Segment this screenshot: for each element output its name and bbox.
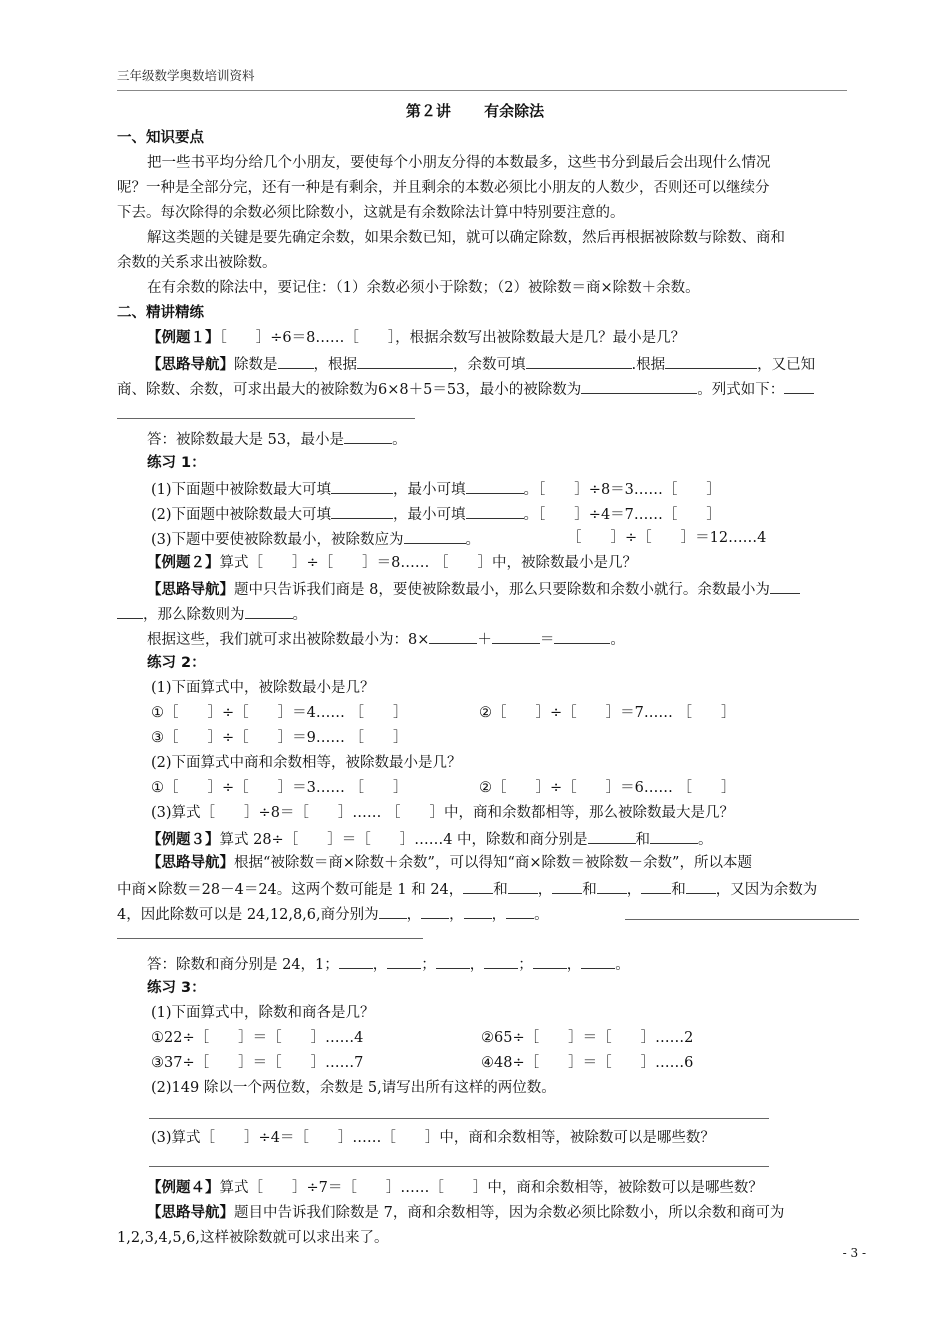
fill-blank[interactable] [597, 876, 627, 894]
nav-text: .根据 [631, 357, 666, 373]
page-header: 三年级数学奥数培训资料 [117, 66, 847, 91]
question-equation: ③37÷［ ］＝［ ］……7 [151, 1055, 364, 1071]
fill-blank[interactable] [464, 901, 492, 919]
lecture-number: 第２讲 [405, 102, 451, 120]
nav-label: 【思路导航】 [147, 357, 234, 373]
example-label: 【例题３】 [147, 832, 220, 848]
question-equation: ②65÷［ ］＝［ ］……2 [481, 1030, 694, 1046]
document-body [117, 126, 862, 1251]
practice-2-q1: (1)下面算式中，被除数最小是几？ [151, 680, 375, 696]
question-text: ，最小可填 [393, 482, 466, 498]
nav-text: 和 [582, 882, 597, 898]
question-equation: ①［ ］÷［ ］＝4…… ［ ］ [151, 705, 408, 721]
answer-text: ， [469, 957, 485, 973]
example-2-nav [117, 576, 862, 601]
answer-rule [625, 919, 859, 920]
question-text: (2)下面题中被除数最大可填 [151, 507, 332, 523]
calc-text: ＝ [539, 632, 555, 648]
practice-1-label: 练习 1： [147, 455, 206, 471]
fill-blank[interactable] [436, 951, 470, 969]
example-label: 【例题４】 [147, 1180, 220, 1196]
fill-blank[interactable] [581, 376, 697, 394]
fill-blank[interactable] [245, 601, 293, 619]
answer-line-area[interactable] [117, 926, 862, 951]
section-heading-practice: 二、精讲精练 [117, 305, 204, 321]
practice-3-q2: (2)149 除以一个两位数，余数是 5,请写出所有这样的两位数。 [151, 1080, 556, 1096]
fill-blank[interactable] [331, 501, 393, 519]
lecture-title [0, 100, 950, 121]
example-1 [117, 326, 862, 351]
answer-text: ， [566, 957, 582, 973]
nav-text: ，那么除数则为 [143, 607, 245, 623]
example-label: 【例题２】 [147, 555, 220, 571]
fill-blank[interactable] [379, 901, 407, 919]
fill-blank[interactable] [357, 351, 453, 369]
page-number: - 3 - [842, 1246, 866, 1260]
practice-3-q1: (1)下面算式中，除数和商各是几？ [151, 1005, 375, 1021]
question-equation: ④48÷［ ］＝［ ］……6 [481, 1055, 694, 1071]
answer-line-area[interactable] [117, 1151, 862, 1176]
answer-rule [117, 938, 423, 939]
question-equation: ②［ ］÷［ ］＝6…… ［ ］ [479, 780, 736, 796]
example-1-nav [117, 351, 862, 376]
fill-blank[interactable] [508, 876, 538, 894]
practice-2-q2: (2)下面算式中商和余数相等，被除数最小是几？ [151, 755, 462, 771]
nav-label: 【思路导航】 [147, 582, 234, 598]
nav-text: 题中只告诉我们商是 8，要使被除数最小，那么只要除数和余数小就行。余数最小为 [234, 582, 770, 598]
fill-blank[interactable] [484, 951, 518, 969]
practice-2-q1-row2: ③［ ］÷［ ］＝9…… ［ ］ [151, 730, 408, 746]
lecture-topic: 有余除法 [484, 102, 545, 120]
answer-line-area[interactable] [117, 401, 862, 426]
practice-2-label: 练习 2： [147, 655, 206, 671]
practice-2-q3: (3)算式［ ］÷8＝［ ］…… ［ ］中，商和余数都相等，那么被除数最大是几？ [151, 805, 735, 821]
fill-blank[interactable] [588, 826, 636, 844]
example-text: 算式［ ］÷［ ］＝8…… ［ ］中，被除数最小是几？ [219, 555, 637, 571]
fill-blank[interactable] [581, 951, 615, 969]
nav-text: ，又因为余数为 [715, 882, 818, 898]
answer-text: ； [421, 957, 436, 973]
calc-text: 。 [610, 632, 625, 648]
nav-label: 【思路导航】 [147, 1205, 234, 1221]
practice-1-q1 [117, 476, 862, 501]
paragraph-line: 余数的关系求出被除数。 [117, 255, 277, 271]
practice-2-q1-row1 [117, 701, 862, 726]
fill-blank[interactable] [466, 476, 524, 494]
nav-text: 。列式如下： [697, 382, 785, 398]
fill-blank[interactable] [421, 901, 449, 919]
paragraph-line: 解这类题的关键是要先确定余数，如果余数已知，就可以确定除数，然后再根据被除数与除数、商和 [147, 230, 785, 246]
example-1-answer [117, 426, 862, 451]
example-1-nav-cont [117, 376, 862, 401]
nav-text: ， [406, 907, 422, 923]
example-text: 和 [635, 832, 651, 848]
answer-text: 。 [615, 957, 630, 973]
paragraph-line: 把一些书平均分给几个小朋友，要使每个小朋友分得的本数最多，这些书分到最后会出现什么情况 [147, 155, 771, 171]
nav-text: 中商×除数＝28－4＝24。这两个数可能是 1 和 24， [117, 882, 464, 898]
nav-text: ， [626, 882, 642, 898]
fill-blank[interactable] [117, 601, 143, 619]
example-3-nav-cont2 [117, 901, 862, 926]
example-text: ［ ］÷6＝8……［ ］，根据余数写出被除数最大是几？最小是几？ [219, 330, 686, 346]
nav-text: ， [449, 907, 464, 923]
fill-blank[interactable] [463, 876, 493, 894]
question-text: 。 [465, 532, 481, 548]
example-3 [117, 826, 862, 851]
nav-text: ， [537, 882, 553, 898]
practice-3-q1-row2 [117, 1051, 862, 1076]
nav-text: 。 [534, 907, 549, 923]
nav-text: 根据“被除数＝商×除数＋余数”，可以得知“商×除数＝被除数－余数”，所以本题 [234, 855, 752, 871]
nav-text: ，又已知 [757, 357, 816, 373]
fill-blank[interactable] [533, 951, 567, 969]
nav-text: 除数是 [234, 357, 278, 373]
nav-text: ，根据 [313, 357, 357, 373]
nav-text: ， [491, 907, 507, 923]
example-4 [117, 1176, 862, 1201]
fill-blank[interactable] [344, 426, 392, 444]
fill-blank[interactable] [506, 901, 534, 919]
nav-text: 题目中告诉我们除数是 7，商和余数相等，因为余数必须比除数小，所以余数和商可为 [234, 1205, 785, 1221]
fill-blank[interactable] [387, 951, 421, 969]
example-2 [117, 551, 862, 576]
question-text: (3)下题中要使被除数最小，被除数应为 [151, 532, 404, 548]
practice-1-q3 [117, 526, 862, 551]
question-text: ，最小可填 [393, 507, 466, 523]
fill-blank[interactable] [278, 351, 314, 369]
example-3-nav [117, 851, 862, 876]
example-label: 【例题１】 [147, 330, 220, 346]
question-equation: ［ ］÷［ ］＝12……4 [567, 530, 767, 546]
question-text: 。［ ］÷8＝3……［ ］ [523, 482, 721, 498]
answer-text: ； [518, 957, 533, 973]
answer-text: ， [372, 957, 388, 973]
section-heading-knowledge: 一、知识要点 [117, 130, 204, 146]
example-4-nav [117, 1201, 862, 1226]
example-3-nav-cont [117, 876, 862, 901]
fill-blank[interactable] [686, 876, 716, 894]
answer-line-area[interactable] [117, 1101, 862, 1126]
fill-blank[interactable] [552, 876, 582, 894]
question-equation: ②［ ］÷［ ］＝7…… ［ ］ [479, 705, 736, 721]
nav-text: 和 [671, 882, 686, 898]
answer-text: 。 [392, 432, 407, 448]
answer-rule [149, 1118, 769, 1119]
fill-blank[interactable] [492, 626, 540, 644]
fill-blank[interactable] [429, 626, 477, 644]
paragraph-line: 下去。每次除得的余数必须比除数小，这就是有余数除法计算中特别要注意的。 [117, 205, 625, 221]
example-2-nav-cont [117, 601, 862, 626]
fill-blank[interactable] [339, 951, 373, 969]
fill-blank[interactable] [404, 526, 466, 544]
nav-text: ，余数可填 [453, 357, 526, 373]
fill-blank[interactable] [784, 376, 814, 394]
example-3-answer [117, 951, 862, 976]
nav-text: 4，因此除数可以是 24,12,8,6,商分别为 [117, 907, 379, 923]
fill-blank[interactable] [665, 351, 757, 369]
example-text: 算式 28÷［ ］＝［ ］……4 中，除数和商分别是 [219, 832, 588, 848]
fill-blank[interactable] [641, 876, 671, 894]
fill-blank[interactable] [650, 826, 698, 844]
example-2-calc [117, 626, 862, 651]
practice-3-label: 练习 3： [147, 980, 206, 996]
example-text: 。 [698, 832, 713, 848]
calc-text: ＋ [477, 632, 492, 648]
practice-2-q2-row1 [117, 776, 862, 801]
fill-blank[interactable] [526, 351, 632, 369]
answer-text: 答：除数和商分别是 24，1； [147, 957, 339, 973]
question-text: (1)下面题中被除数最大可填 [151, 482, 332, 498]
calc-text: 根据这些，我们就可求出被除数最小为：8× [147, 632, 430, 648]
fill-blank[interactable] [466, 501, 524, 519]
fill-blank[interactable] [554, 626, 610, 644]
answer-rule [117, 418, 415, 419]
fill-blank[interactable] [770, 576, 800, 594]
answer-text: 答：被除数最大是 53，最小是 [147, 432, 345, 448]
nav-text: 和 [493, 882, 508, 898]
answer-rule [149, 1166, 769, 1167]
nav-text: 。 [292, 607, 307, 623]
question-equation: ①［ ］÷［ ］＝3…… ［ ］ [151, 780, 408, 796]
practice-3-q3: (3)算式［ ］÷4＝［ ］……［ ］中，商和余数相等，被除数可以是哪些数？ [151, 1130, 715, 1146]
nav-label: 【思路导航】 [147, 855, 234, 871]
paragraph-line: 在有余数的除法中，要记住：（1）余数必须小于除数；（2）被除数＝商×除数＋余数。 [147, 280, 700, 296]
fill-blank[interactable] [331, 476, 393, 494]
paragraph-line: 呢？一种是全部分完，还有一种是有剩余，并且剩余的本数必须比小朋友的人数少，否则还可以继续分 [117, 180, 770, 196]
example-text: 算式［ ］÷7＝［ ］……［ ］中，商和余数相等，被除数可以是哪些数？ [219, 1180, 763, 1196]
practice-1-q2 [117, 501, 862, 526]
question-equation: ①22÷［ ］＝［ ］……4 [151, 1030, 364, 1046]
practice-3-q1-row1 [117, 1026, 862, 1051]
nav-text: 商、除数、余数，可求出最大的被除数为6×8＋5＝53，最小的被除数为 [117, 382, 582, 398]
example-4-nav-cont: 1,2,3,4,5,6,这样被除数就可以求出来了。 [117, 1230, 389, 1246]
question-text: 。［ ］÷4＝7……［ ］ [523, 507, 721, 523]
